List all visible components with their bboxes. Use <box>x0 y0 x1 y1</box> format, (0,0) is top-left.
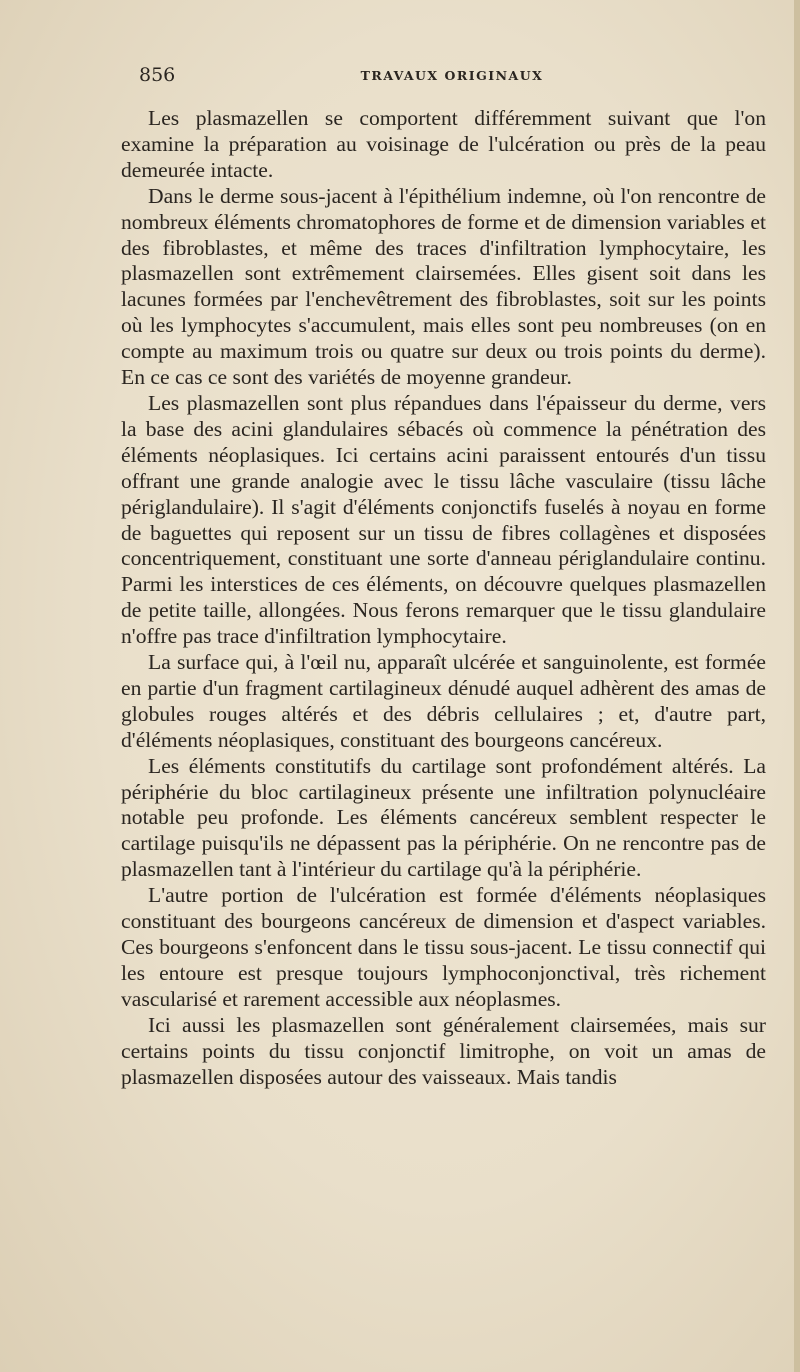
paragraph-2: Dans le derme sous-jacent à l'épithélium indemne, où l'on rencontre de nombreux éléments chromatophores de forme et de dimension variables et des fibroblastes, et même des traces d'infiltration lymphocytaire, les plasmazellen sont extrêmement clairsemées. Elles gisent soit dans les lacunes formées par l'enchevêtrement des fibroblastes, soit sur les points où les lymphocytes s'accumulent, mais elles sont peu nombreuses (on en compte au maximum trois ou quatre sur deux ou trois points du derme). En ce cas ce sont des variétés de moyenne grandeur. <box>121 183 766 390</box>
paragraph-1: Les plasmazellen se comportent différemment suivant que l'on examine la préparation au voisinage de l'ulcération ou près de la peau demeurée intacte. <box>121 106 766 182</box>
page-edge <box>794 0 800 1372</box>
page-header <box>137 64 767 94</box>
paragraph-3: Les plasmazellen sont plus répandues dans l'épaisseur du derme, vers la base des acini glandulaires sébacés où commence la pénétration des éléments néoplasiques. Ici certains acini paraissent entourés d'un tissu offrant une grande analogie avec le tissu lâche vasculaire (tissu lâche périglandulaire). Il s'agit d'éléments conjonctifs fuselés à noyau en forme de baguettes qui reposent sur un tissu de fibres collagènes et disposées concentriquement, constituant une sorte d'anneau périglandulaire continu. Parmi les interstices de ces éléments, on découvre quelques plasmazellen de petite taille, allongées. Nous ferons remarquer que le tissu glandulaire n'offre pas trace d'infiltration lymphocytaire. <box>121 390 766 649</box>
page-number: 856 <box>139 64 176 86</box>
paragraph-5: Les éléments constitutifs du cartilage sont profondément altérés. La périphérie du bloc cartilagineux présente une infiltration polynucléaire notable peu profonde. Les éléments cancéreux semblent respecter le cartilage puisqu'ils ne dépassent pas la périphérie. On ne rencontre pas de plasmazellen tant à l'intérieur du cartilage qu'à la périphérie. <box>121 753 766 882</box>
paragraph-4: La surface qui, à l'œil nu, apparaît ulcérée et sanguinolente, est formée en partie d'un fragment cartilagineux dénudé auquel adhèrent des amas de globules rouges altérés et des débris cellulaires ; et, d'autre part, d'éléments néoplasiques, constituant des bourgeons cancéreux. <box>121 650 766 752</box>
paragraph-7: Ici aussi les plasmazellen sont généralement clairsemées, mais sur certains points du tissu conjonctif limitrophe, on voit un amas de plasmazellen disposées autour des vaisseaux. Mais tandis <box>121 1012 766 1089</box>
running-head: TRAVAUX ORIGINAUX <box>360 68 544 83</box>
body-text <box>121 106 766 1090</box>
paragraph-6: L'autre portion de l'ulcération est formée d'éléments néoplasiques constituant des bourgeons cancéreux de dimension et d'aspect variables. Ces bourgeons s'enfoncent dans le tissu sous-jacent. Le tissu connectif qui les entoure est presque toujours lymphoconjonctival, très richement vascularisé et rarement accessible aux néoplasmes. <box>121 883 766 1011</box>
